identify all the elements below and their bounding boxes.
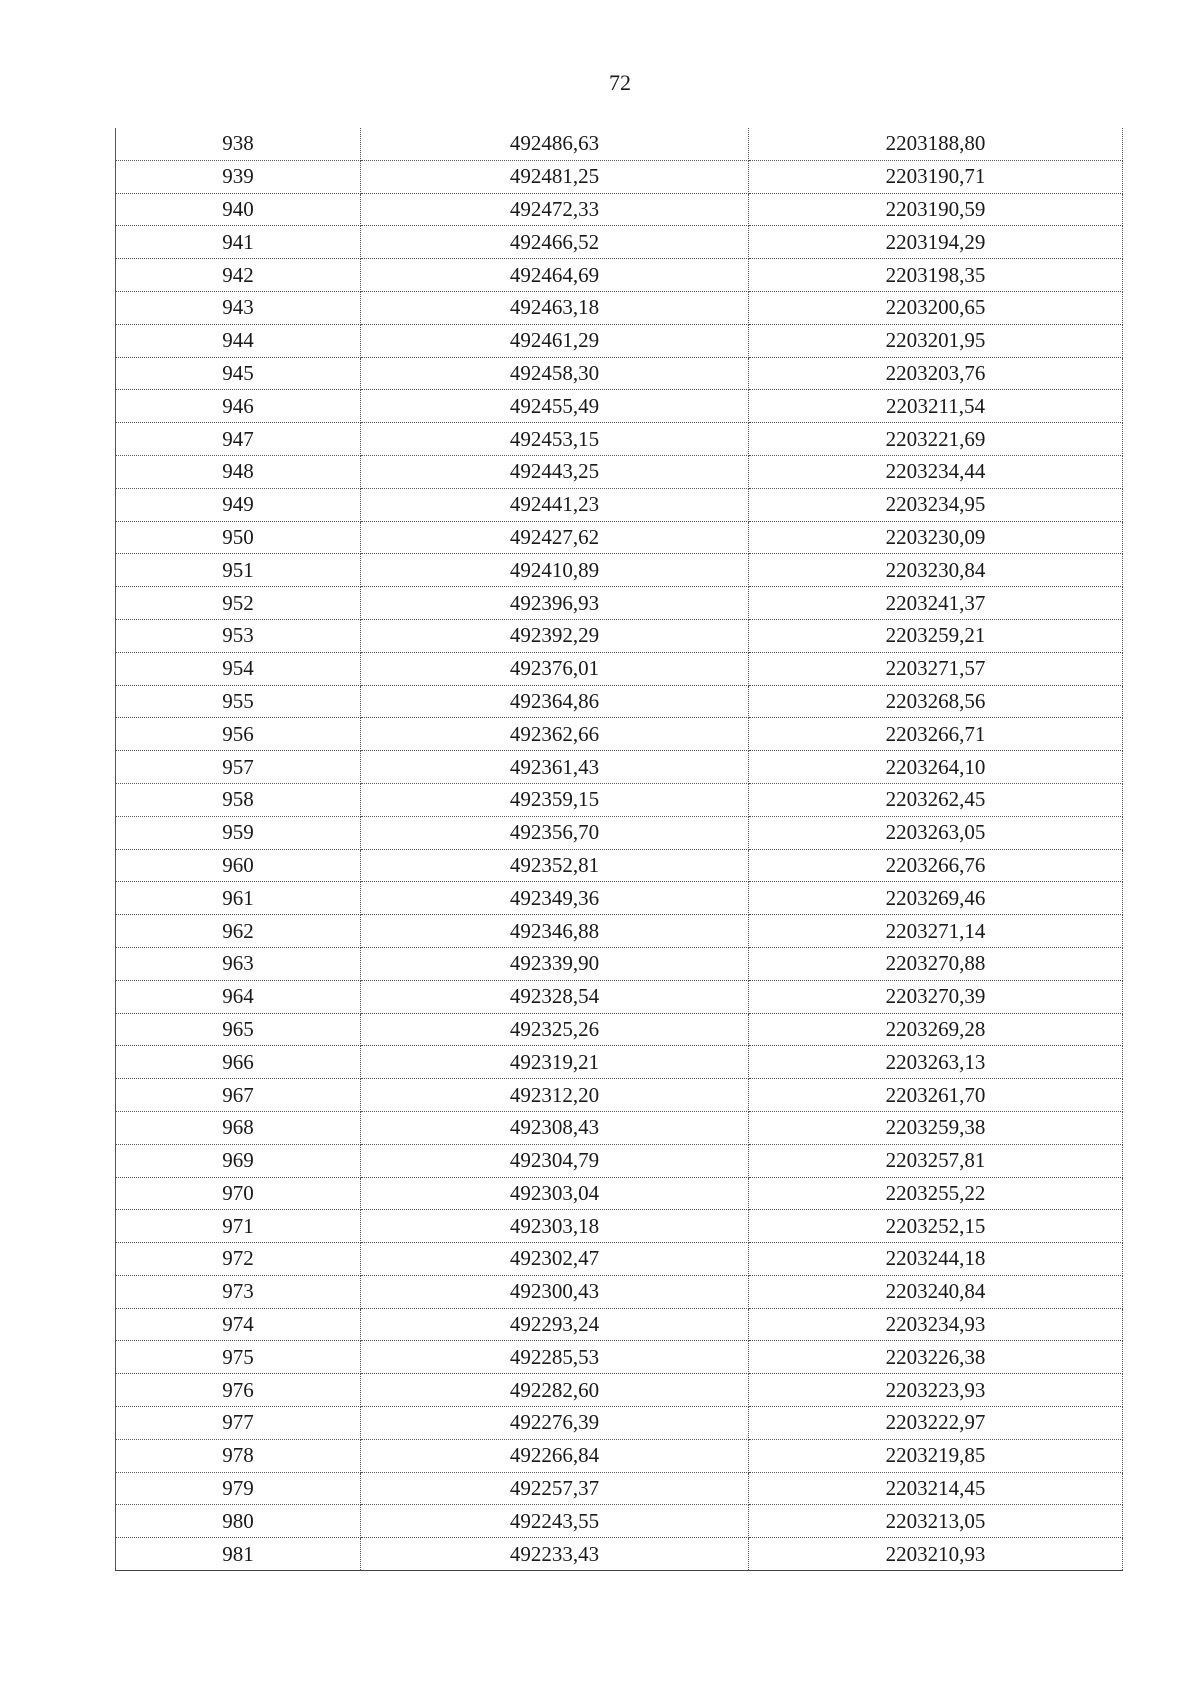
x-coordinate-cell: 492361,43 [361, 751, 749, 784]
x-coordinate-cell: 492266,84 [361, 1439, 749, 1472]
x-coordinate-cell: 492466,52 [361, 226, 749, 259]
table-row [116, 882, 1123, 915]
point-number-cell: 965 [116, 1013, 361, 1046]
point-number-cell: 938 [116, 128, 361, 160]
point-number-cell: 972 [116, 1243, 361, 1276]
y-coordinate-cell: 2203261,70 [749, 1079, 1123, 1112]
x-coordinate-cell: 492472,33 [361, 193, 749, 226]
table-row [116, 1407, 1123, 1440]
x-coordinate-cell: 492233,43 [361, 1538, 749, 1571]
table-body [116, 128, 1123, 1571]
y-coordinate-cell: 2203234,44 [749, 455, 1123, 488]
table-row [116, 816, 1123, 849]
table-row [116, 947, 1123, 980]
x-coordinate-cell: 492410,89 [361, 554, 749, 587]
point-number-cell: 949 [116, 488, 361, 521]
point-number-cell: 963 [116, 947, 361, 980]
x-coordinate-cell: 492441,23 [361, 488, 749, 521]
table-row [116, 1144, 1123, 1177]
x-coordinate-cell: 492303,04 [361, 1177, 749, 1210]
x-coordinate-cell: 492328,54 [361, 980, 749, 1013]
y-coordinate-cell: 2203270,88 [749, 947, 1123, 980]
y-coordinate-cell: 2203230,09 [749, 521, 1123, 554]
y-coordinate-cell: 2203214,45 [749, 1472, 1123, 1505]
point-number-cell: 947 [116, 423, 361, 456]
y-coordinate-cell: 2203255,22 [749, 1177, 1123, 1210]
y-coordinate-cell: 2203268,56 [749, 685, 1123, 718]
table-row [116, 259, 1123, 292]
table-row [116, 357, 1123, 390]
coordinates-table [115, 128, 1123, 1571]
y-coordinate-cell: 2203221,69 [749, 423, 1123, 456]
table-row [116, 1079, 1123, 1112]
y-coordinate-cell: 2203269,46 [749, 882, 1123, 915]
x-coordinate-cell: 492453,15 [361, 423, 749, 456]
x-coordinate-cell: 492325,26 [361, 1013, 749, 1046]
y-coordinate-cell: 2203194,29 [749, 226, 1123, 259]
y-coordinate-cell: 2203230,84 [749, 554, 1123, 587]
x-coordinate-cell: 492455,49 [361, 390, 749, 423]
table-row [116, 849, 1123, 882]
y-coordinate-cell: 2203210,93 [749, 1538, 1123, 1571]
table-row [116, 915, 1123, 948]
x-coordinate-cell: 492304,79 [361, 1144, 749, 1177]
x-coordinate-cell: 492463,18 [361, 291, 749, 324]
point-number-cell: 959 [116, 816, 361, 849]
table-row [116, 718, 1123, 751]
y-coordinate-cell: 2203241,37 [749, 587, 1123, 620]
x-coordinate-cell: 492352,81 [361, 849, 749, 882]
point-number-cell: 968 [116, 1111, 361, 1144]
x-coordinate-cell: 492339,90 [361, 947, 749, 980]
x-coordinate-cell: 492276,39 [361, 1407, 749, 1440]
x-coordinate-cell: 492302,47 [361, 1243, 749, 1276]
point-number-cell: 943 [116, 291, 361, 324]
x-coordinate-cell: 492464,69 [361, 259, 749, 292]
x-coordinate-cell: 492356,70 [361, 816, 749, 849]
x-coordinate-cell: 492362,66 [361, 718, 749, 751]
point-number-cell: 939 [116, 160, 361, 193]
table-row [116, 1243, 1123, 1276]
table-row [116, 554, 1123, 587]
y-coordinate-cell: 2203190,71 [749, 160, 1123, 193]
table-row [116, 783, 1123, 816]
table-row [116, 1210, 1123, 1243]
point-number-cell: 956 [116, 718, 361, 751]
table-row [116, 488, 1123, 521]
table-row [116, 1013, 1123, 1046]
x-coordinate-cell: 492282,60 [361, 1374, 749, 1407]
y-coordinate-cell: 2203266,76 [749, 849, 1123, 882]
table-row [116, 226, 1123, 259]
x-coordinate-cell: 492481,25 [361, 160, 749, 193]
x-coordinate-cell: 492303,18 [361, 1210, 749, 1243]
y-coordinate-cell: 2203234,95 [749, 488, 1123, 521]
x-coordinate-cell: 492257,37 [361, 1472, 749, 1505]
y-coordinate-cell: 2203252,15 [749, 1210, 1123, 1243]
table-row [116, 1472, 1123, 1505]
x-coordinate-cell: 492293,24 [361, 1308, 749, 1341]
x-coordinate-cell: 492312,20 [361, 1079, 749, 1112]
point-number-cell: 966 [116, 1046, 361, 1079]
table-row [116, 1538, 1123, 1571]
y-coordinate-cell: 2203259,38 [749, 1111, 1123, 1144]
table-row [116, 1505, 1123, 1538]
y-coordinate-cell: 2203200,65 [749, 291, 1123, 324]
x-coordinate-cell: 492349,36 [361, 882, 749, 915]
table-row [116, 1177, 1123, 1210]
point-number-cell: 960 [116, 849, 361, 882]
point-number-cell: 977 [116, 1407, 361, 1440]
point-number-cell: 954 [116, 652, 361, 685]
table-row [116, 751, 1123, 784]
y-coordinate-cell: 2203226,38 [749, 1341, 1123, 1374]
page-number: 72 [609, 70, 631, 95]
point-number-cell: 958 [116, 783, 361, 816]
table-row [116, 1308, 1123, 1341]
point-number-cell: 944 [116, 324, 361, 357]
point-number-cell: 969 [116, 1144, 361, 1177]
table-row [116, 1046, 1123, 1079]
x-coordinate-cell: 492458,30 [361, 357, 749, 390]
x-coordinate-cell: 492243,55 [361, 1505, 749, 1538]
y-coordinate-cell: 2203201,95 [749, 324, 1123, 357]
point-number-cell: 973 [116, 1275, 361, 1308]
point-number-cell: 964 [116, 980, 361, 1013]
x-coordinate-cell: 492461,29 [361, 324, 749, 357]
table-row [116, 587, 1123, 620]
table-row [116, 390, 1123, 423]
x-coordinate-cell: 492359,15 [361, 783, 749, 816]
y-coordinate-cell: 2203244,18 [749, 1243, 1123, 1276]
table-row [116, 455, 1123, 488]
x-coordinate-cell: 492396,93 [361, 587, 749, 620]
x-coordinate-cell: 492392,29 [361, 619, 749, 652]
y-coordinate-cell: 2203271,14 [749, 915, 1123, 948]
y-coordinate-cell: 2203198,35 [749, 259, 1123, 292]
table-row [116, 291, 1123, 324]
point-number-cell: 981 [116, 1538, 361, 1571]
point-number-cell: 955 [116, 685, 361, 718]
table-row [116, 1439, 1123, 1472]
point-number-cell: 950 [116, 521, 361, 554]
table-row [116, 521, 1123, 554]
y-coordinate-cell: 2203271,57 [749, 652, 1123, 685]
point-number-cell: 948 [116, 455, 361, 488]
point-number-cell: 946 [116, 390, 361, 423]
point-number-cell: 978 [116, 1439, 361, 1472]
y-coordinate-cell: 2203270,39 [749, 980, 1123, 1013]
y-coordinate-cell: 2203257,81 [749, 1144, 1123, 1177]
point-number-cell: 962 [116, 915, 361, 948]
point-number-cell: 953 [116, 619, 361, 652]
table-row [116, 193, 1123, 226]
table-row [116, 1341, 1123, 1374]
y-coordinate-cell: 2203266,71 [749, 718, 1123, 751]
y-coordinate-cell: 2203269,28 [749, 1013, 1123, 1046]
y-coordinate-cell: 2203222,97 [749, 1407, 1123, 1440]
y-coordinate-cell: 2203213,05 [749, 1505, 1123, 1538]
table-row [116, 652, 1123, 685]
x-coordinate-cell: 492443,25 [361, 455, 749, 488]
table-row [116, 1275, 1123, 1308]
y-coordinate-cell: 2203188,80 [749, 128, 1123, 160]
y-coordinate-cell: 2203263,05 [749, 816, 1123, 849]
y-coordinate-cell: 2203190,59 [749, 193, 1123, 226]
y-coordinate-cell: 2203203,76 [749, 357, 1123, 390]
point-number-cell: 975 [116, 1341, 361, 1374]
point-number-cell: 942 [116, 259, 361, 292]
x-coordinate-cell: 492427,62 [361, 521, 749, 554]
point-number-cell: 951 [116, 554, 361, 587]
point-number-cell: 974 [116, 1308, 361, 1341]
x-coordinate-cell: 492346,88 [361, 915, 749, 948]
x-coordinate-cell: 492486,63 [361, 128, 749, 160]
y-coordinate-cell: 2203234,93 [749, 1308, 1123, 1341]
x-coordinate-cell: 492376,01 [361, 652, 749, 685]
table-row [116, 619, 1123, 652]
table-row [116, 128, 1123, 160]
point-number-cell: 970 [116, 1177, 361, 1210]
table-row [116, 980, 1123, 1013]
y-coordinate-cell: 2203223,93 [749, 1374, 1123, 1407]
x-coordinate-cell: 492300,43 [361, 1275, 749, 1308]
table-row [116, 685, 1123, 718]
point-number-cell: 961 [116, 882, 361, 915]
x-coordinate-cell: 492319,21 [361, 1046, 749, 1079]
table-row [116, 423, 1123, 456]
y-coordinate-cell: 2203263,13 [749, 1046, 1123, 1079]
point-number-cell: 952 [116, 587, 361, 620]
y-coordinate-cell: 2203262,45 [749, 783, 1123, 816]
point-number-cell: 979 [116, 1472, 361, 1505]
point-number-cell: 967 [116, 1079, 361, 1112]
x-coordinate-cell: 492364,86 [361, 685, 749, 718]
table-row [116, 1374, 1123, 1407]
y-coordinate-cell: 2203259,21 [749, 619, 1123, 652]
y-coordinate-cell: 2203264,10 [749, 751, 1123, 784]
point-number-cell: 957 [116, 751, 361, 784]
x-coordinate-cell: 492308,43 [361, 1111, 749, 1144]
table-row [116, 324, 1123, 357]
y-coordinate-cell: 2203240,84 [749, 1275, 1123, 1308]
x-coordinate-cell: 492285,53 [361, 1341, 749, 1374]
table-row [116, 1111, 1123, 1144]
point-number-cell: 945 [116, 357, 361, 390]
point-number-cell: 976 [116, 1374, 361, 1407]
point-number-cell: 971 [116, 1210, 361, 1243]
y-coordinate-cell: 2203219,85 [749, 1439, 1123, 1472]
table-row [116, 160, 1123, 193]
point-number-cell: 941 [116, 226, 361, 259]
y-coordinate-cell: 2203211,54 [749, 390, 1123, 423]
point-number-cell: 940 [116, 193, 361, 226]
point-number-cell: 980 [116, 1505, 361, 1538]
